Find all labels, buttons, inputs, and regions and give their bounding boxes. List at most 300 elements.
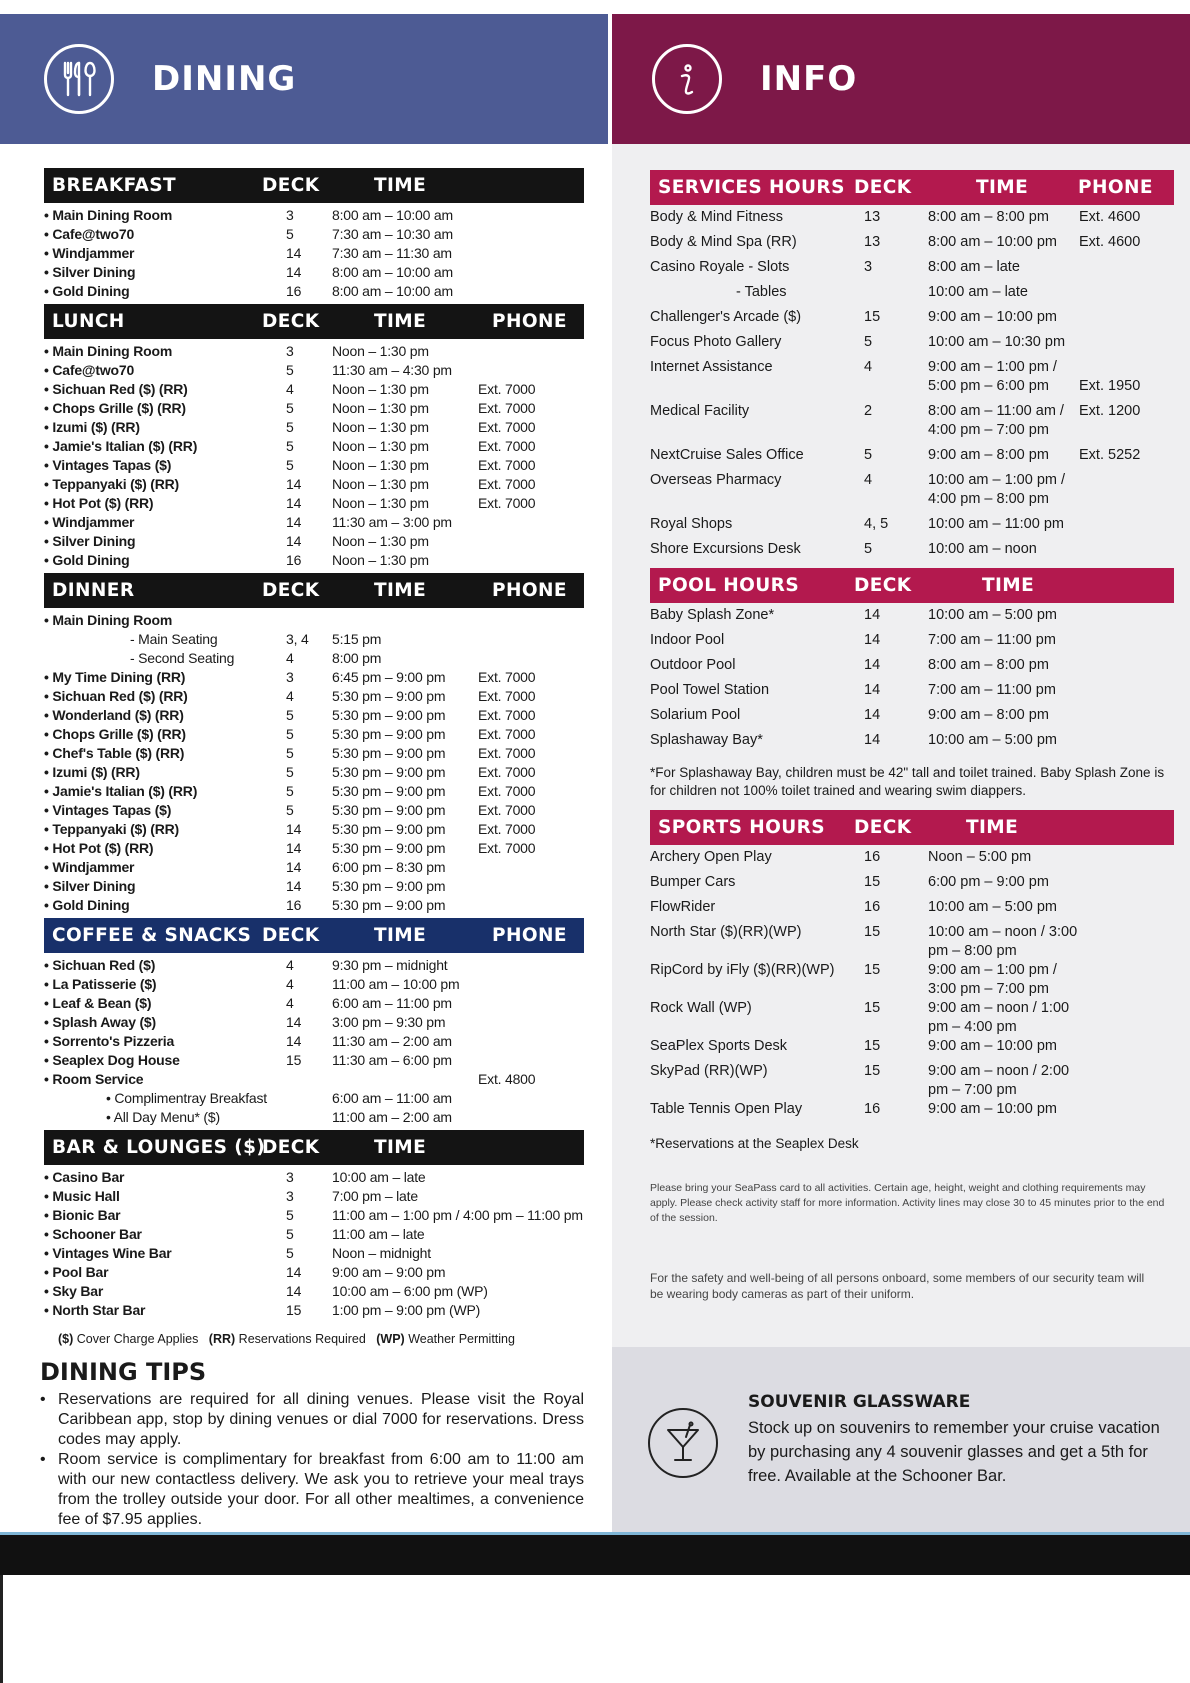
hours: 9:00 am – 9:00 pm — [332, 1264, 446, 1280]
facility-name: - Tables — [736, 284, 787, 300]
facility-name: North Star ($)(RR)(WP) — [650, 924, 802, 940]
venue-name: • Leaf & Bean ($) — [44, 995, 152, 1011]
hours: 9:00 am – 8:00 pm — [928, 447, 1049, 463]
phone-ext: Ext. 7000 — [478, 419, 536, 435]
sports-title: SPORTS HOURS — [658, 817, 826, 838]
dining-section-header — [44, 1130, 584, 1165]
venue-name: • Main Dining Room — [44, 343, 173, 359]
venue-name: • Izumi ($) (RR) — [44, 764, 140, 780]
table-row — [44, 877, 584, 896]
phone-ext: Ext. 1950 — [1079, 378, 1141, 394]
hours: 5:15 pm — [332, 631, 382, 647]
venue-name: • Gold Dining — [44, 283, 130, 299]
hours: 9:00 am – 10:00 pm — [928, 1038, 1057, 1054]
facility-name: Body & Mind Spa (RR) — [650, 234, 797, 250]
deck-number: 15 — [864, 1063, 881, 1079]
hours: 1:00 pm – 9:00 pm (WP) — [332, 1302, 481, 1318]
hours: 8:00 am – 8:00 pm — [928, 657, 1049, 673]
dining-section-header — [44, 304, 584, 339]
table-row — [44, 361, 584, 380]
deck-number: 14 — [286, 1014, 302, 1030]
hours: Noon – 5:00 pm — [928, 849, 1032, 865]
venue-name: • Schooner Bar — [44, 1226, 142, 1242]
hours: 9:00 am – 8:00 pm — [928, 707, 1049, 723]
deck-number: 14 — [286, 476, 302, 492]
table-row — [44, 725, 584, 744]
deck-number: 4 — [286, 381, 294, 397]
dining-tip: • Room service is complimentary for breakfast from 6:00 am to 11:00 am with our new contactless delivery. We ask you to retrieve your meal trays from the trolley outside your door. For all other mealtimes, a convenience fee of $7.95 applies. — [40, 1451, 584, 1528]
deck-number: 15 — [286, 1052, 302, 1068]
table-row — [44, 1263, 584, 1282]
pool-section — [650, 568, 1174, 800]
deck-number: 5 — [286, 783, 294, 799]
dining-section-header — [44, 168, 584, 203]
deck-number: 5 — [286, 1207, 294, 1223]
facility-name: Focus Photo Gallery — [650, 334, 782, 350]
hours: 7:30 am – 10:30 am — [332, 226, 453, 242]
legend-cover-text: Cover Charge Applies — [76, 1332, 199, 1346]
deck-number: 5 — [286, 726, 294, 742]
table-row — [44, 225, 584, 244]
hours: 7:00 am – 11:00 pm — [928, 632, 1056, 648]
table-row — [650, 308, 1174, 333]
hours: 5:30 pm – 9:00 pm — [332, 840, 446, 856]
col-deck: DECK — [262, 580, 320, 601]
col-time: TIME — [374, 175, 427, 196]
facility-name: Baby Splash Zone* — [650, 607, 775, 623]
pool-col-time: TIME — [982, 575, 1035, 596]
deck-number: 3 — [286, 343, 294, 359]
dining-tip-text: Reservations are required for all dining venues. Please visit the Royal Caribbean app, stop by dining venues or dial 7000 for reservations. Dress codes may apply. — [58, 1391, 584, 1448]
section-title: BREAKFAST — [52, 175, 177, 196]
venue-name: • Teppanyaki ($) (RR) — [44, 821, 180, 837]
deck-number: 4 — [286, 995, 294, 1011]
table-row — [44, 513, 584, 532]
souvenir-glassware — [648, 1392, 1168, 1488]
deck-number: 14 — [286, 1264, 302, 1280]
table-row — [650, 873, 1174, 898]
facility-name: Table Tennis Open Play — [650, 1101, 803, 1117]
table-row — [44, 763, 584, 782]
facility-name: Royal Shops — [650, 516, 733, 532]
info-icon — [652, 44, 722, 114]
phone-ext: Ext. 7000 — [478, 495, 536, 511]
table-row — [650, 656, 1174, 681]
hours: 10:00 am – late — [332, 1169, 426, 1185]
dining-section — [44, 1130, 584, 1320]
deck-number: 14 — [286, 859, 302, 875]
deck-number: 13 — [864, 234, 881, 250]
table-row — [44, 687, 584, 706]
deck-number: 14 — [864, 707, 881, 723]
table-row — [44, 475, 584, 494]
dining-section — [44, 918, 584, 1127]
facility-name: Casino Royale - Slots — [650, 259, 790, 275]
dining-title: DINING — [152, 59, 297, 99]
deck-number: 14 — [286, 821, 302, 837]
venue-name: • All Day Menu* ($) — [106, 1109, 220, 1125]
deck-number: 15 — [864, 874, 881, 890]
dining-header — [0, 14, 608, 144]
table-row — [650, 1062, 1174, 1100]
utensils-icon — [44, 44, 114, 114]
table-row — [44, 1051, 584, 1070]
deck-number: 16 — [286, 897, 302, 913]
venue-name: • Main Dining Room — [44, 207, 173, 223]
table-row — [44, 532, 584, 551]
deck-number: 2 — [864, 403, 873, 419]
facility-name: RipCord by iFly ($)(RR)(WP) — [650, 962, 835, 978]
hours: 10:00 am – noon — [928, 541, 1037, 557]
venue-name: - Second Seating — [130, 650, 235, 666]
deck-number: 14 — [864, 657, 881, 673]
deck-number: 4 — [286, 976, 294, 992]
deck-number: 14 — [286, 1033, 302, 1049]
deck-number: 14 — [286, 878, 302, 894]
hours: 5:30 pm – 9:00 pm — [332, 802, 446, 818]
venue-name: • Windjammer — [44, 245, 135, 261]
hours: 7:00 am – 11:00 pm — [928, 682, 1056, 698]
hours: Noon – 1:30 pm — [332, 438, 429, 454]
table-row — [44, 244, 584, 263]
dining-section — [44, 304, 584, 570]
venue-name: • Sichuan Red ($) — [44, 957, 156, 973]
deck-number: 3 — [286, 207, 294, 223]
table-row — [44, 975, 584, 994]
facility-name: Splashaway Bay* — [650, 732, 763, 748]
venue-name: • Hot Pot ($) (RR) — [44, 495, 154, 511]
facility-name: Challenger's Arcade ($) — [650, 309, 802, 325]
hours: 5:30 pm – 9:00 pm — [332, 764, 446, 780]
hours: 6:00 am – 11:00 pm — [332, 995, 452, 1011]
hours: 11:00 am – 2:00 am — [332, 1109, 452, 1125]
services-col-time: TIME — [976, 177, 1029, 198]
hours: 10:00 am – 5:00 pm — [928, 899, 1057, 915]
phone-ext: Ext. 7000 — [478, 783, 536, 799]
dining-rows — [44, 956, 584, 1127]
table-row — [650, 848, 1174, 873]
hours: Noon – 1:30 pm — [332, 381, 429, 397]
col-phone: PHONE — [492, 311, 567, 332]
hours: 5:30 pm – 9:00 pm — [332, 726, 446, 742]
venue-name: • Sorrento's Pizzeria — [44, 1033, 175, 1049]
deck-number: 16 — [864, 899, 881, 915]
deck-number: 14 — [286, 264, 302, 280]
deck-number: 5 — [286, 802, 294, 818]
deck-number: 16 — [286, 283, 302, 299]
deck-number: 5 — [286, 362, 294, 378]
table-row — [44, 1282, 584, 1301]
deck-number: 3 — [286, 1169, 294, 1185]
hours: 6:00 am – 11:00 am — [332, 1090, 452, 1106]
table-row — [650, 731, 1174, 756]
venue-name: • Jamie's Italian ($) (RR) — [44, 438, 198, 454]
deck-number: 3 — [864, 259, 873, 275]
table-row — [44, 649, 584, 668]
hours: 11:30 am – 3:00 pm — [332, 514, 452, 530]
info-column — [650, 170, 1174, 1302]
facility-name: SeaPlex Sports Desk — [650, 1038, 788, 1054]
table-row — [44, 820, 584, 839]
dining-section — [44, 168, 584, 301]
hours: 9:00 am – 1:00 pm / 3:00 pm – 7:00 pm — [928, 962, 1057, 997]
venue-name: • Main Dining Room — [44, 612, 173, 628]
pool-col-deck: DECK — [854, 575, 912, 596]
phone-ext: Ext. 5252 — [1079, 447, 1141, 463]
table-row — [44, 551, 584, 570]
deck-number: 16 — [864, 1101, 881, 1117]
table-row — [650, 999, 1174, 1037]
sports-header — [650, 810, 1174, 845]
phone-ext: Ext. 7000 — [478, 821, 536, 837]
hours: 6:00 pm – 8:30 pm — [332, 859, 446, 875]
table-row — [44, 380, 584, 399]
hours: 11:00 am – late — [332, 1226, 425, 1242]
deck-number: 13 — [864, 209, 881, 225]
section-title: COFFEE & SNACKS — [52, 925, 252, 946]
deck-number: 5 — [286, 226, 294, 242]
table-row — [650, 283, 1174, 308]
phone-ext: Ext. 7000 — [478, 745, 536, 761]
hours: 10:00 am – 11:00 pm — [928, 516, 1064, 532]
table-row — [650, 471, 1174, 515]
section-title: LUNCH — [52, 311, 125, 332]
hours: 10:00 am – 6:00 pm (WP) — [332, 1283, 488, 1299]
services-rows — [650, 208, 1174, 565]
hours: Noon – 1:30 pm — [332, 457, 429, 473]
deck-number: 3 — [286, 1188, 294, 1204]
hours: 8:00 am – 8:00 pm — [928, 209, 1049, 225]
phone-ext: Ext. 1200 — [1079, 403, 1141, 419]
hours: 8:00 am – 11:00 am / 4:00 pm – 7:00 pm — [928, 403, 1064, 438]
dining-rows — [44, 611, 584, 915]
deck-number: 4 — [286, 650, 294, 666]
venue-name: • Splash Away ($) — [44, 1014, 156, 1030]
phone-ext: Ext. 7000 — [478, 840, 536, 856]
hours: 8:00 am – 10:00 pm — [928, 234, 1057, 250]
table-row — [44, 668, 584, 687]
deck-number: 15 — [286, 1302, 302, 1318]
table-row — [44, 896, 584, 915]
section-title: BAR & LOUNGES ($) — [52, 1137, 266, 1158]
deck-number: 5 — [286, 457, 294, 473]
deck-number: 4 — [864, 359, 873, 375]
footer-bar — [0, 1535, 1190, 1575]
hours: 8:00 am – 10:00 am — [332, 207, 453, 223]
sports-section — [650, 810, 1174, 1153]
hours: Noon – 1:30 pm — [332, 343, 429, 359]
venue-name: • Jamie's Italian ($) (RR) — [44, 783, 198, 799]
table-row — [44, 839, 584, 858]
col-phone: PHONE — [492, 925, 567, 946]
souvenir-title: SOUVENIR GLASSWARE — [748, 1392, 971, 1412]
phone-ext: Ext. 7000 — [478, 707, 536, 723]
table-row — [44, 1032, 584, 1051]
section-title: DINNER — [52, 580, 135, 601]
hours: 10:00 am – 10:30 pm — [928, 334, 1066, 350]
hours: Noon – 1:30 pm — [332, 400, 429, 416]
venue-name: • Bionic Bar — [44, 1207, 121, 1223]
sports-rows — [650, 848, 1174, 1125]
table-row — [44, 801, 584, 820]
phone-ext — [1079, 258, 1169, 277]
venue-name: • Vintages Tapas ($) — [44, 457, 172, 473]
venue-name: • North Star Bar — [44, 1302, 146, 1318]
venue-name: • Vintages Wine Bar — [44, 1245, 172, 1261]
col-deck: DECK — [262, 1137, 320, 1158]
table-row — [44, 399, 584, 418]
table-row — [44, 206, 584, 225]
deck-number: 14 — [864, 682, 881, 698]
facility-name: Rock Wall (WP) — [650, 1000, 752, 1016]
souvenir-text — [748, 1392, 1168, 1488]
facility-name: Indoor Pool — [650, 632, 725, 648]
phone-ext — [1079, 333, 1169, 352]
table-row — [650, 358, 1174, 402]
deck-number: 5 — [864, 334, 873, 350]
table-row — [44, 1206, 584, 1225]
hours: Noon – midnight — [332, 1245, 431, 1261]
facility-name: Archery Open Play — [650, 849, 772, 865]
deck-number: 4 — [286, 688, 294, 704]
venue-name: • Chef's Table ($) (RR) — [44, 745, 185, 761]
venue-name: • Casino Bar — [44, 1169, 125, 1185]
col-phone: PHONE — [492, 580, 567, 601]
phone-ext — [1079, 540, 1169, 559]
deck-number: 14 — [286, 533, 302, 549]
table-row — [44, 956, 584, 975]
deck-number: 3 — [286, 669, 294, 685]
venue-name: • Silver Dining — [44, 878, 136, 894]
venue-name: • Wonderland ($) (RR) — [44, 707, 184, 723]
phone-ext — [1079, 471, 1169, 490]
dining-column — [40, 168, 584, 1530]
table-row — [44, 1108, 584, 1127]
hours: 9:30 pm – midnight — [332, 957, 448, 973]
table-row — [44, 456, 584, 475]
phone-ext: Ext. 7000 — [478, 476, 536, 492]
hours: 7:30 am – 11:30 am — [332, 245, 452, 261]
phone-ext: Ext. 4800 — [478, 1071, 536, 1087]
deck-number: 14 — [864, 632, 881, 648]
table-row — [650, 446, 1174, 471]
facility-name: SkyPad (RR)(WP) — [650, 1063, 768, 1079]
phone-ext: Ext. 4600 — [1079, 209, 1141, 225]
martini-glass-icon — [648, 1408, 718, 1478]
hours: 10:00 am – noon / 3:00 pm – 8:00 pm — [928, 924, 1078, 959]
venue-name: • Sky Bar — [44, 1283, 104, 1299]
col-deck: DECK — [262, 175, 320, 196]
facility-name: Pool Towel Station — [650, 682, 770, 698]
dining-section-header — [44, 918, 584, 953]
pool-header — [650, 568, 1174, 603]
deck-number: 14 — [286, 245, 302, 261]
col-time: TIME — [374, 1137, 427, 1158]
hours: 5:30 pm – 9:00 pm — [332, 897, 446, 913]
hours: 6:45 pm – 9:00 pm — [332, 669, 446, 685]
venue-name: • Gold Dining — [44, 552, 130, 568]
facility-name: Overseas Pharmacy — [650, 472, 782, 488]
table-row — [44, 994, 584, 1013]
sports-note: *Reservations at the Seaplex Desk — [650, 1136, 859, 1151]
deck-number: 14 — [864, 607, 881, 623]
souvenir-body: Stock up on souvenirs to remember your cruise vacation by purchasing any 4 souvenir glasses and get a 5th for free. Available at the Schooner Bar. — [748, 1419, 1160, 1485]
hours: 9:00 am – noon / 1:00 pm – 4:00 pm — [928, 1000, 1070, 1035]
facility-name: Solarium Pool — [650, 707, 741, 723]
venue-name: • My Time Dining (RR) — [44, 669, 186, 685]
deck-number: 15 — [864, 962, 881, 978]
table-row — [650, 1037, 1174, 1062]
table-row — [650, 961, 1174, 999]
deck-number: 15 — [864, 309, 881, 325]
deck-number: 4, 5 — [864, 516, 889, 532]
phone-ext: Ext. 7000 — [478, 669, 536, 685]
deck-number: 5 — [864, 541, 873, 557]
deck-number: 5 — [286, 400, 294, 416]
deck-number: 5 — [286, 745, 294, 761]
phone-ext: Ext. 7000 — [478, 688, 536, 704]
facility-name: Outdoor Pool — [650, 657, 736, 673]
table-row — [650, 631, 1174, 656]
dining-rows — [44, 1168, 584, 1320]
dining-rows — [44, 206, 584, 301]
hours: Noon – 1:30 pm — [332, 533, 429, 549]
table-row — [44, 782, 584, 801]
table-row — [650, 208, 1174, 233]
deck-number: 4 — [286, 957, 294, 973]
venue-name: • Cafe@two70 — [44, 362, 135, 378]
venue-name: • Gold Dining — [44, 897, 130, 913]
deck-number: 15 — [864, 924, 881, 940]
hours: 5:30 pm – 9:00 pm — [332, 783, 446, 799]
facility-name: NextCruise Sales Office — [650, 447, 804, 463]
hours: 5:30 pm – 9:00 pm — [332, 821, 446, 837]
info-header — [612, 14, 1190, 144]
venue-name: • Chops Grille ($) (RR) — [44, 726, 186, 742]
hours: 11:30 am – 2:00 am — [332, 1033, 452, 1049]
col-time: TIME — [374, 925, 427, 946]
deck-number: 14 — [864, 732, 881, 748]
col-time: TIME — [374, 311, 427, 332]
phone-ext: Ext. 7000 — [478, 802, 536, 818]
security-notice: For the safety and well-being of all persons onboard, some members of our security team will be wearing body cameras as part of their uniform. — [650, 1271, 1145, 1301]
sports-col-deck: DECK — [854, 817, 912, 838]
table-row — [650, 333, 1174, 358]
legend-cover-code: ($) — [58, 1332, 74, 1346]
table-row — [650, 540, 1174, 565]
deck-number: 14 — [286, 514, 302, 530]
deck-number: 16 — [864, 849, 881, 865]
facility-name: Bumper Cars — [650, 874, 736, 890]
deck-number: 5 — [286, 1245, 294, 1261]
table-row — [44, 1187, 584, 1206]
table-row — [650, 1100, 1174, 1125]
phone-ext — [1079, 308, 1169, 327]
hours: 3:00 pm – 9:30 pm — [332, 1014, 446, 1030]
hours: Noon – 1:30 pm — [332, 419, 429, 435]
deck-number: 5 — [286, 1226, 294, 1242]
table-row — [44, 744, 584, 763]
deck-number: 5 — [286, 707, 294, 723]
dining-tips-title: DINING TIPS — [40, 1358, 207, 1386]
services-col-phone: PHONE — [1078, 177, 1153, 198]
hours: Noon – 1:30 pm — [332, 495, 429, 511]
legend — [58, 1332, 584, 1346]
hours: 5:30 pm – 9:00 pm — [332, 707, 446, 723]
hours: 8:00 am – late — [928, 259, 1020, 275]
venue-name: • Windjammer — [44, 859, 135, 875]
hours: 10:00 am – late — [928, 284, 1028, 300]
